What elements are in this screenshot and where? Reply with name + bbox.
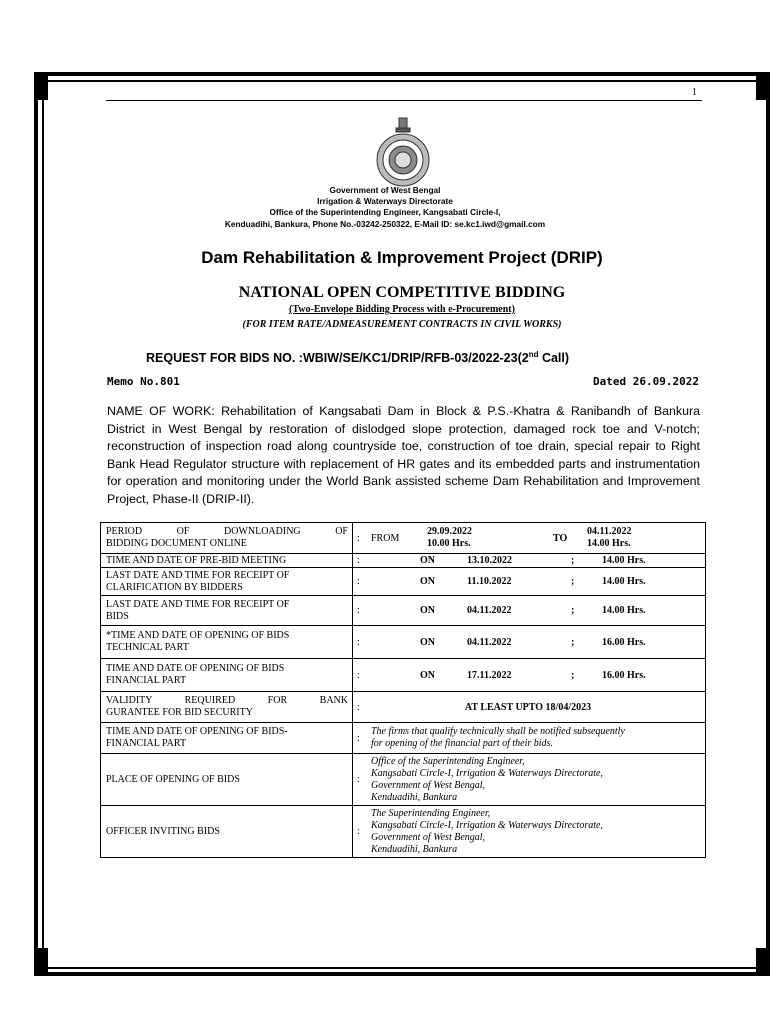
table-row: TIME AND DATE OF PRE-BID MEETING : ON 13.10.2022 ; 14.00 Hrs. xyxy=(101,554,706,568)
financial-note-text: for opening of the financial part of their bids. xyxy=(371,738,553,749)
table-row: TIME AND DATE OF OPENING OF BIDS- FINANCIAL PART : The firms that qualify technically shall be notified subsequently for opening of the financial part of their bids. xyxy=(101,723,706,754)
table-row: PLACE OF OPENING OF BIDS : Office of the Superintending Engineer, Kangsabati Circle-I, Irrigation & Waterways Directorate, Government of West Bengal, Kenduadihi, Bankura xyxy=(101,754,706,806)
table-row: PERIOD OF DOWNLOADING OF BIDDING DOCUMENT ONLINE : FROM 29.09.2022 10.00 Hrs. TO 04.11.2022 14.00 Hrs. xyxy=(101,523,706,554)
row-time: 14.00 Hrs. xyxy=(602,605,646,616)
rfb-number: REQUEST FOR BIDS NO. :WBIW/SE/KC1/DRIP/RFB-03/2022-23(2nd Call) xyxy=(146,350,570,366)
officer-address: The Superintending Engineer, Kangsabati Circle-I, Irrigation & Waterways Directorate, Government of West Bengal, Kenduadihi, Bankura xyxy=(371,807,603,855)
border-corner xyxy=(756,948,770,976)
header-rule xyxy=(106,100,702,101)
row-label: LAST DATE AND TIME FOR RECEIPT OF xyxy=(106,569,290,581)
table-row: TIME AND DATE OF OPENING OF BIDS FINANCIAL PART : ON 17.11.2022 ; 16.00 Hrs. xyxy=(101,659,706,692)
bidding-subtitle: (Two-Envelope Bidding Process with e-Procurement) xyxy=(289,304,515,315)
to-label: TO xyxy=(553,532,568,544)
row-label: OFFICER INVITING BIDS xyxy=(101,806,353,858)
row-time: 16.00 Hrs. xyxy=(602,669,646,681)
row-time: 16.00 Hrs. xyxy=(602,636,646,648)
row-label: FINANCIAL PART xyxy=(106,675,187,686)
row-label: PERIOD OF DOWNLOADING OF xyxy=(106,526,348,537)
border-corner xyxy=(756,72,770,100)
from-label: FROM xyxy=(371,532,400,544)
memo-number: Memo No.801 xyxy=(107,375,180,388)
download-from-date: 29.09.2022 xyxy=(427,526,472,537)
row-label: TECHNICAL PART xyxy=(106,642,189,653)
row-label: VALIDITY REQUIRED FOR BANK xyxy=(106,695,348,706)
validity-value: AT LEAST UPTO 18/04/2023 xyxy=(464,701,592,713)
row-label: GURANTEE FOR BID SECURITY xyxy=(106,707,253,718)
download-from-time: 10.00 Hrs. xyxy=(427,538,471,549)
bidding-title: NATIONAL OPEN COMPETITIVE BIDDING xyxy=(238,284,566,301)
header-address: Kenduadihi, Bankura, Phone No.-03242-250322, E-Mail ID: se.kc1.iwd@gmail.com xyxy=(224,219,546,229)
memo-date: Dated 26.09.2022 xyxy=(593,375,699,388)
row-label: *TIME AND DATE OF OPENING OF BIDS xyxy=(106,630,290,641)
download-to-date: 04.11.2022 xyxy=(587,526,632,537)
place-address: Office of the Superintending Engineer, Kangsabati Circle-I, Irrigation & Waterways Directorate, Government of West Bengal, Kenduadihi, Bankura xyxy=(371,755,603,803)
financial-note-text: The firms that qualify technically shall be notified subsequently xyxy=(371,726,625,737)
page-number: 1 xyxy=(692,87,697,98)
header-office: Office of the Superintending Engineer, Kangsabati Circle-I, xyxy=(269,207,501,217)
border-corner xyxy=(34,948,48,976)
table-row: *TIME AND DATE OF OPENING OF BIDS TECHNICAL PART : ON 04.11.2022 ; 16.00 Hrs. xyxy=(101,626,706,659)
row-label: TIME AND DATE OF PRE-BID MEETING xyxy=(106,554,287,566)
row-label: FINANCIAL PART xyxy=(106,738,187,749)
name-of-work: NAME OF WORK: Rehabilitation of Kangsabati Dam in Block & P.S.-Khatra & Ranibandh of Bankura District in West Bengal by restoration of dislodged slope protection, damaged rock toe and V-notch; reconstruction of inspection road along countryside toe, construction of toe drain, special repair to Right Bank Head Regulator structure with replacement of HR gates and its embedded parts and instrumentation for operation and monitoring under the World Bank assisted scheme Dam Rehabilitation and Improvement Project, Phase-II (DRIP-II). xyxy=(107,404,700,506)
row-date: 04.11.2022 xyxy=(467,605,512,616)
project-title: Dam Rehabilitation & Improvement Project (DRIP) xyxy=(201,248,603,267)
row-time: 14.00 Hrs. xyxy=(602,555,646,566)
row-date: 17.11.2022 xyxy=(467,669,512,681)
row-label: TIME AND DATE OF OPENING OF BIDS xyxy=(106,663,285,674)
header-govt: Government of West Bengal xyxy=(329,185,441,195)
border-corner xyxy=(34,72,48,100)
download-to-time: 14.00 Hrs. xyxy=(587,538,631,549)
row-label: BIDDING DOCUMENT ONLINE xyxy=(106,538,247,549)
bid-schedule-table xyxy=(100,522,706,858)
row-date: 11.10.2022 xyxy=(467,576,512,587)
table-row: OFFICER INVITING BIDS : The Superintending Engineer, Kangsabati Circle-I, Irrigation & Waterways Directorate, Government of West Bengal, Kenduadihi, Bankura xyxy=(101,806,706,858)
row-date: 13.10.2022 xyxy=(467,555,512,566)
table-row: LAST DATE AND TIME FOR RECEIPT OF BIDS : ON 04.11.2022 ; 14.00 Hrs. xyxy=(101,596,706,626)
header-directorate: Irrigation & Waterways Directorate xyxy=(317,196,453,206)
row-label: BIDS xyxy=(106,610,129,622)
west-bengal-emblem-icon xyxy=(369,116,437,188)
row-time: 14.00 Hrs. xyxy=(602,576,646,587)
row-label: LAST DATE AND TIME FOR RECEIPT OF xyxy=(106,598,290,610)
table-row: VALIDITY REQUIRED FOR BANK GURANTEE FOR BID SECURITY : AT LEAST UPTO 18/04/2023 xyxy=(101,692,706,723)
row-label: CLARIFICATION BY BIDDERS xyxy=(106,581,243,593)
bidding-subtitle-2: (FOR ITEM RATE/ADMEASUREMENT CONTRACTS IN CIVIL WORKS) xyxy=(242,319,562,330)
table-row: LAST DATE AND TIME FOR RECEIPT OF CLARIFICATION BY BIDDERS : ON 11.10.2022 ; 14.00 Hrs. xyxy=(101,568,706,596)
row-label: PLACE OF OPENING OF BIDS xyxy=(101,754,353,806)
row-date: 04.11.2022 xyxy=(467,636,512,648)
row-label: TIME AND DATE OF OPENING OF BIDS- xyxy=(106,726,288,737)
